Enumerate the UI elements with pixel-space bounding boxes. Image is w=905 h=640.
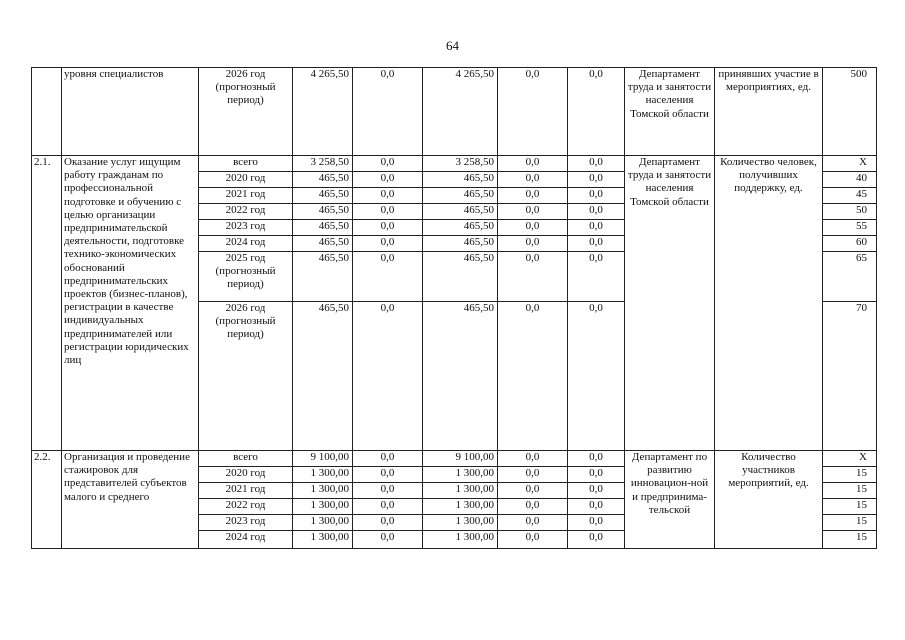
indicator-value-cell: 15 <box>823 515 877 531</box>
regional-cell: 3 258,50 <box>423 156 498 172</box>
year-cell: 2026 год (прогнозный период) <box>199 68 293 156</box>
extrabudget-cell: 0,0 <box>568 499 625 515</box>
extrabudget-cell: 0,0 <box>568 68 625 156</box>
number-cell: 2.2. <box>32 451 62 549</box>
extrabudget-cell: 0,0 <box>568 220 625 236</box>
measure-name-cell: Организация и проведение стажировок для представителей субъектов малого и среднего <box>62 451 199 549</box>
indicator-value-cell: 15 <box>823 499 877 515</box>
federal-cell: 0,0 <box>353 451 423 467</box>
total-cell: 465,50 <box>293 172 353 188</box>
extrabudget-cell: 0,0 <box>568 451 625 467</box>
year-cell: всего <box>199 156 293 172</box>
year-cell: 2021 год <box>199 483 293 499</box>
indicator-value-cell: 15 <box>823 467 877 483</box>
year-cell: 2020 год <box>199 172 293 188</box>
local-cell: 0,0 <box>498 302 568 451</box>
federal-cell: 0,0 <box>353 172 423 188</box>
number-cell: 2.1. <box>32 156 62 451</box>
year-cell: 2022 год <box>199 204 293 220</box>
table-row <box>32 68 877 156</box>
indicator-value-cell: 15 <box>823 531 877 549</box>
regional-cell: 465,50 <box>423 188 498 204</box>
local-cell: 0,0 <box>498 156 568 172</box>
local-cell: 0,0 <box>498 204 568 220</box>
year-cell: 2026 год (прогнозный период) <box>199 302 293 451</box>
indicator-value-cell: 65 <box>823 252 877 302</box>
year-cell: 2024 год <box>199 531 293 549</box>
regional-cell: 465,50 <box>423 236 498 252</box>
regional-cell: 1 300,00 <box>423 515 498 531</box>
federal-cell: 0,0 <box>353 68 423 156</box>
federal-cell: 0,0 <box>353 252 423 302</box>
year-cell: 2025 год (прогнозный период) <box>199 252 293 302</box>
federal-cell: 0,0 <box>353 204 423 220</box>
year-cell: 2024 год <box>199 236 293 252</box>
indicator-value-cell: 55 <box>823 220 877 236</box>
total-cell: 1 300,00 <box>293 467 353 483</box>
local-cell: 0,0 <box>498 236 568 252</box>
extrabudget-cell: 0,0 <box>568 483 625 499</box>
total-cell: 465,50 <box>293 188 353 204</box>
regional-cell: 465,50 <box>423 172 498 188</box>
indicator-value-cell: 70 <box>823 302 877 451</box>
measure-name-cell: уровня специалистов <box>62 68 199 156</box>
indicator-cell: Количество человек, получивших поддержку, ед. <box>715 156 823 451</box>
federal-cell: 0,0 <box>353 302 423 451</box>
total-cell: 1 300,00 <box>293 499 353 515</box>
federal-cell: 0,0 <box>353 156 423 172</box>
extrabudget-cell: 0,0 <box>568 172 625 188</box>
regional-cell: 465,50 <box>423 220 498 236</box>
local-cell: 0,0 <box>498 220 568 236</box>
regional-cell: 9 100,00 <box>423 451 498 467</box>
federal-cell: 0,0 <box>353 499 423 515</box>
extrabudget-cell: 0,0 <box>568 204 625 220</box>
program-table <box>31 67 877 549</box>
extrabudget-cell: 0,0 <box>568 515 625 531</box>
federal-cell: 0,0 <box>353 467 423 483</box>
indicator-value-cell: Х <box>823 156 877 172</box>
year-cell: 2021 год <box>199 188 293 204</box>
indicator-value-cell: 40 <box>823 172 877 188</box>
local-cell: 0,0 <box>498 531 568 549</box>
extrabudget-cell: 0,0 <box>568 236 625 252</box>
regional-cell: 4 265,50 <box>423 68 498 156</box>
extrabudget-cell: 0,0 <box>568 531 625 549</box>
local-cell: 0,0 <box>498 68 568 156</box>
executor-cell: Департамент труда и занятости населения Томской области <box>625 156 715 451</box>
regional-cell: 465,50 <box>423 204 498 220</box>
local-cell: 0,0 <box>498 188 568 204</box>
extrabudget-cell: 0,0 <box>568 188 625 204</box>
indicator-value-cell: Х <box>823 451 877 467</box>
table-row <box>32 156 877 172</box>
indicator-value-cell: 500 <box>823 68 877 156</box>
total-cell: 4 265,50 <box>293 68 353 156</box>
indicator-value-cell: 50 <box>823 204 877 220</box>
regional-cell: 465,50 <box>423 302 498 451</box>
local-cell: 0,0 <box>498 172 568 188</box>
local-cell: 0,0 <box>498 467 568 483</box>
total-cell: 465,50 <box>293 252 353 302</box>
federal-cell: 0,0 <box>353 236 423 252</box>
year-cell: 2020 год <box>199 467 293 483</box>
local-cell: 0,0 <box>498 499 568 515</box>
number-cell <box>32 68 62 156</box>
extrabudget-cell: 0,0 <box>568 156 625 172</box>
indicator-value-cell: 15 <box>823 483 877 499</box>
regional-cell: 1 300,00 <box>423 483 498 499</box>
year-cell: 2022 год <box>199 499 293 515</box>
regional-cell: 1 300,00 <box>423 467 498 483</box>
total-cell: 465,50 <box>293 236 353 252</box>
local-cell: 0,0 <box>498 483 568 499</box>
local-cell: 0,0 <box>498 515 568 531</box>
regional-cell: 465,50 <box>423 252 498 302</box>
measure-name-cell: Оказание услуг ищущим работу гражданам по профессиональной подготовке и обучению с целью организации предпринимательской деятельности, подготовке технико-экономических обоснований предпринимательских проектов (бизнес-планов), регистрации в качестве индивидуальных предпринимателей или регистрации юридических лиц <box>62 156 199 451</box>
total-cell: 9 100,00 <box>293 451 353 467</box>
extrabudget-cell: 0,0 <box>568 252 625 302</box>
local-cell: 0,0 <box>498 451 568 467</box>
year-cell: 2023 год <box>199 220 293 236</box>
year-cell: всего <box>199 451 293 467</box>
indicator-value-cell: 45 <box>823 188 877 204</box>
federal-cell: 0,0 <box>353 515 423 531</box>
executor-cell: Департамент по развитию инновацион-ной и предпринима-тельской <box>625 451 715 549</box>
indicator-cell: принявших участие в мероприятиях, ед. <box>715 68 823 156</box>
total-cell: 1 300,00 <box>293 483 353 499</box>
year-cell: 2023 год <box>199 515 293 531</box>
total-cell: 1 300,00 <box>293 531 353 549</box>
extrabudget-cell: 0,0 <box>568 302 625 451</box>
page-number: 64 <box>446 38 459 53</box>
total-cell: 3 258,50 <box>293 156 353 172</box>
federal-cell: 0,0 <box>353 220 423 236</box>
total-cell: 465,50 <box>293 204 353 220</box>
regional-cell: 1 300,00 <box>423 531 498 549</box>
total-cell: 465,50 <box>293 302 353 451</box>
indicator-value-cell: 60 <box>823 236 877 252</box>
extrabudget-cell: 0,0 <box>568 467 625 483</box>
regional-cell: 1 300,00 <box>423 499 498 515</box>
total-cell: 465,50 <box>293 220 353 236</box>
federal-cell: 0,0 <box>353 483 423 499</box>
indicator-cell: Количество участников мероприятий, ед. <box>715 451 823 549</box>
table-row <box>32 451 877 467</box>
federal-cell: 0,0 <box>353 531 423 549</box>
local-cell: 0,0 <box>498 252 568 302</box>
federal-cell: 0,0 <box>353 188 423 204</box>
total-cell: 1 300,00 <box>293 515 353 531</box>
executor-cell: Департамент труда и занятости населения Томской области <box>625 68 715 156</box>
